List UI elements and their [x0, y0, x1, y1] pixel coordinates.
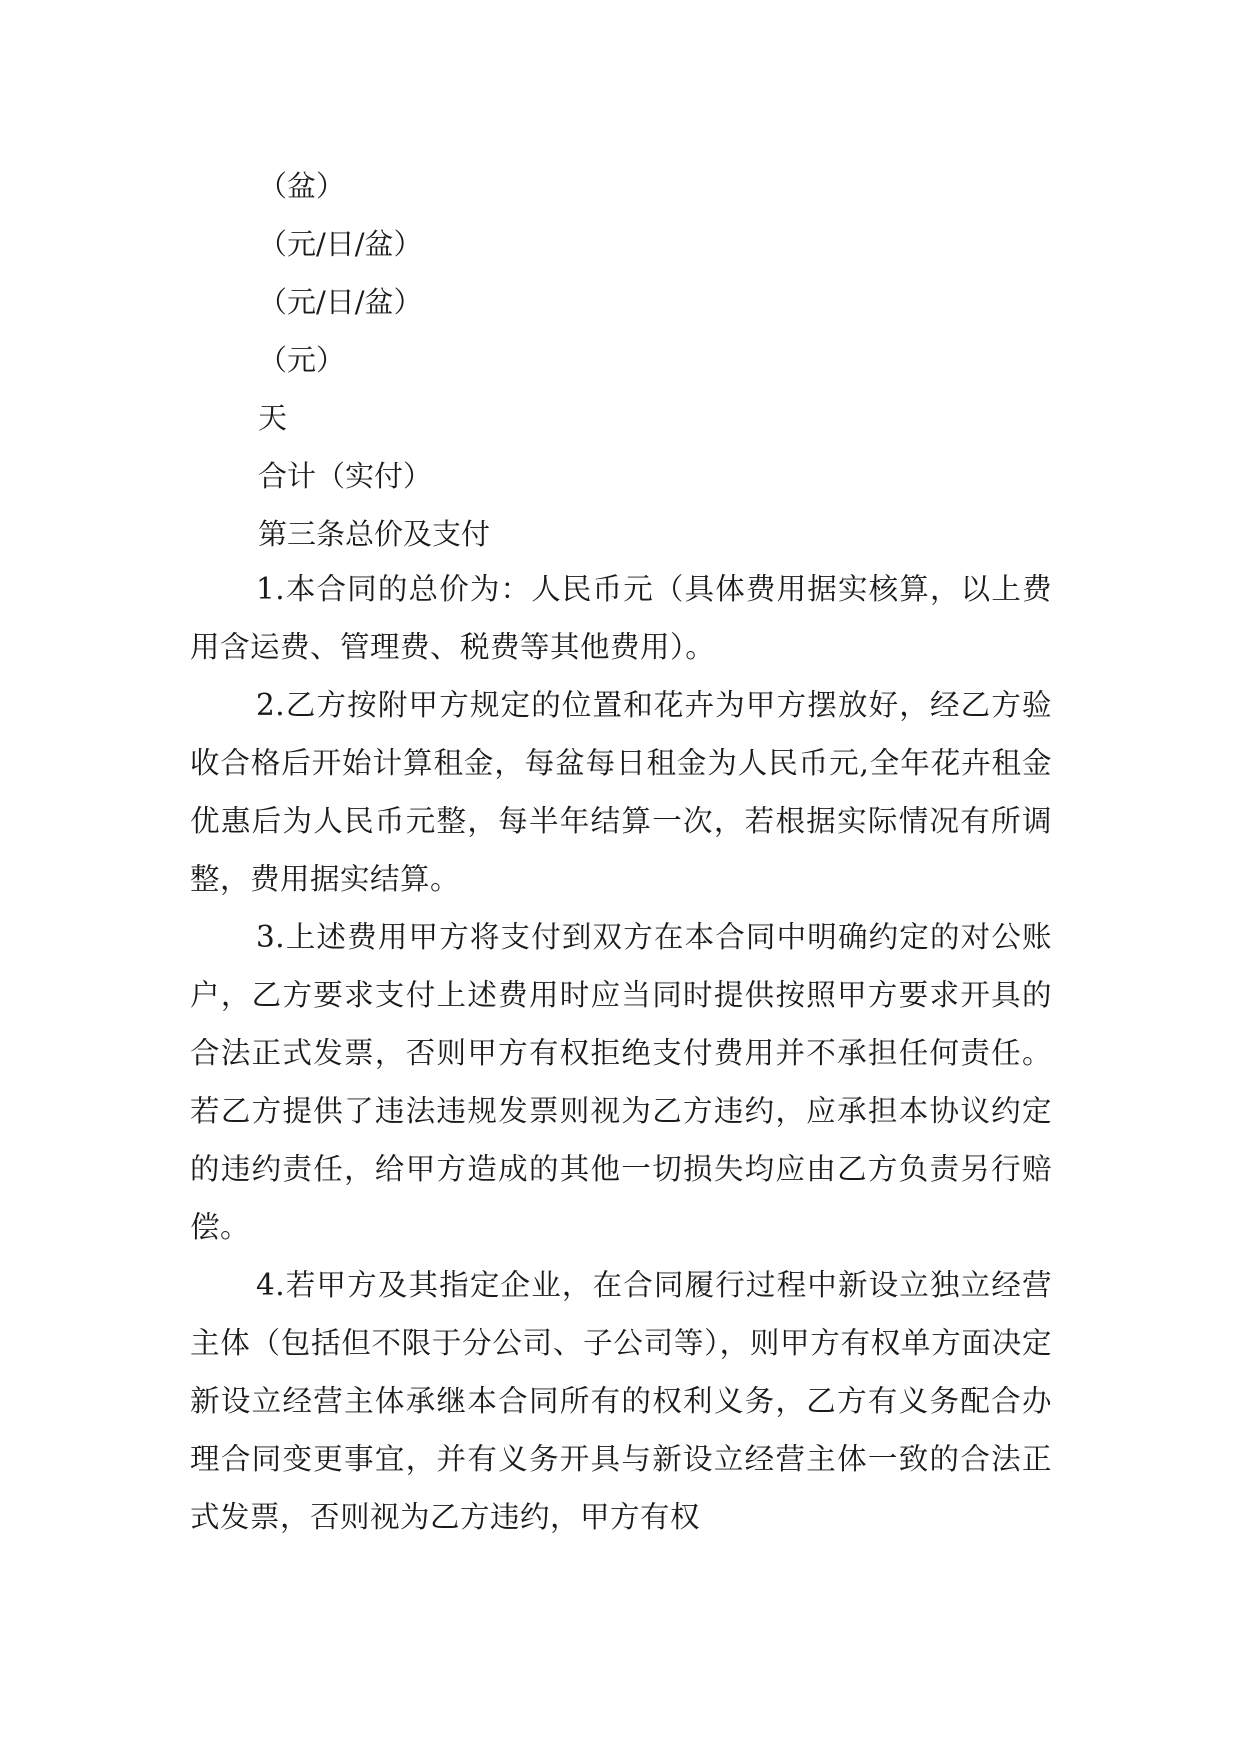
unit-yuan: （元）	[258, 343, 346, 377]
paragraph-3: 3.上述费用甲方将支付到双方在本合同中明确约定的对公账户，乙方要求支付上述费用时应当同时提供按照甲方要求开具的合法正式发票，否则甲方有权拒绝支付费用并不承担任何责任。若乙方提供了违法违规发票则视为乙方违约，应承担本协议约定的违约责任，给甲方造成的其他一切损失均应由乙方负责另行赔偿。	[190, 920, 1052, 1244]
unit-day: 天	[258, 401, 288, 435]
unit-pot: （盆）	[258, 169, 346, 203]
section-heading-article-3: 第三条总价及支付	[258, 517, 491, 551]
paragraph-2: 2.乙方按附甲方规定的位置和花卉为甲方摆放好，经乙方验收合格后开始计算租金，每盆每日租金为人民币元,全年花卉租金优惠后为人民币元整，每半年结算一次，若根据实际情况有所调整，费用据实结算。	[190, 688, 1052, 896]
unit-yuan-per-day-per-pot-2: （元/日/盆）	[258, 285, 423, 319]
paragraph-1: 1.本合同的总价为：人民币元（具体费用据实核算，以上费用含运费、管理费、税费等其他费用）。	[190, 572, 1052, 664]
paragraph-4: 4.若甲方及其指定企业，在合同履行过程中新设立独立经营主体（包括但不限于分公司、子公司等），则甲方有权单方面决定新设立经营主体承继本合同所有的权利义务，乙方有义务配合办理合同变更事宜，并有义务开具与新设立经营主体一致的合法正式发票，否则视为乙方违约，甲方有权	[190, 1268, 1052, 1534]
total-paid-label: 合计（实付）	[258, 459, 433, 493]
unit-yuan-per-day-per-pot-1: （元/日/盆）	[258, 227, 423, 261]
